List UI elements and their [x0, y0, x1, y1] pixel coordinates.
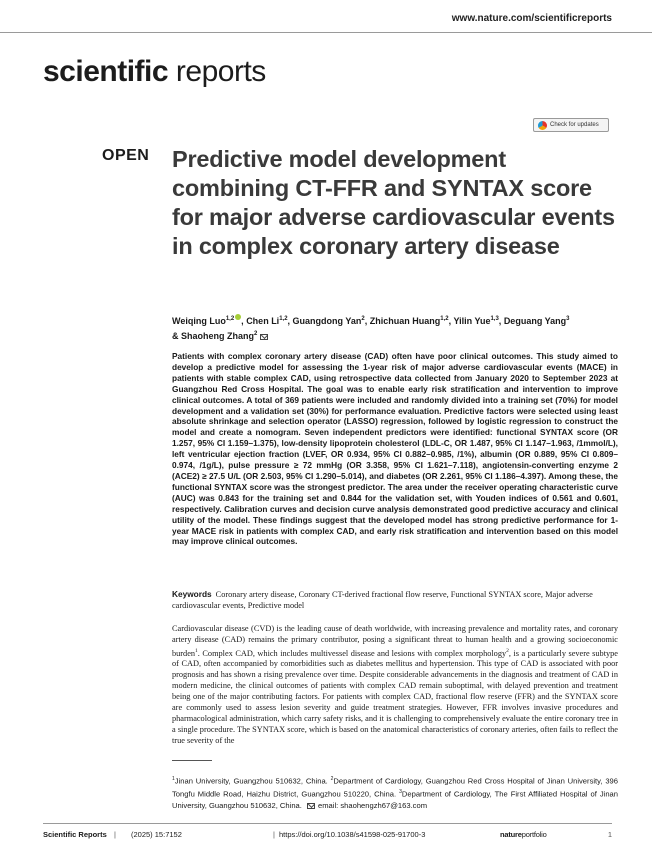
- footer-separator: |: [114, 830, 116, 839]
- logo-light-text: reports: [175, 55, 266, 88]
- orcid-icon[interactable]: [235, 314, 241, 320]
- body-text-segment: Cardiovascular disease (CVD) is the leading cause of death worldwide, with increasing prevalence and mortality rates, and coronary artery disease (CAD) remains the primary contributor, posing a significant threat to human health and a growing socioeconomic burden: [172, 624, 618, 658]
- footer-divider: [43, 823, 612, 824]
- affiliation-divider: [172, 760, 212, 761]
- keywords-text: Coronary artery disease, Coronary CT-derived fractional flow reserve, Functional SYNTAX score, Major adverse cardiovascular events, Predictive model: [172, 590, 593, 610]
- author-affiliation: 1,3: [490, 316, 499, 322]
- journal-url[interactable]: www.nature.com/scientificreports: [451, 13, 612, 24]
- affiliation-text: Department of Cardiology, Guangzhou Red Cross Hospital of Jinan University, 396 Tongfu Middle Road, Haizhu District, Guangzhou 510220, China.: [172, 776, 618, 799]
- crossmark-icon: [538, 121, 547, 130]
- abstract: Patients with complex coronary artery disease (CAD) often have poor clinical outcomes. This study aimed to develop a predictive model for assessing the 1-year risk of major adverse cardiovascular events (MACE) in patients with stable complex CAD, using retrospective data collected from January 2020 to September 2023 at Guangzhou Red Cross Hospital. The goal was to enable early risk stratification and intervention to improve clinical outcomes. A total of 369 patients were included and randomly divided into a training set (70%) for model development and a validation set (30%) for performance evaluation. Predictive factors were selected using least absolute shrinkage and selection operator (LASSO) regression, followed by logistic regression to construct the model and create a nomogram. Seven independent predictors were identified: functional SYNTAX score (OR 1.257, 95% CI 1.159–1.375), low-density lipoprotein cholesterol (LDL-C, OR 1.487, 95% CI 1.147–1.963, /1mmol/L), left ventricular ejection fraction (LVEF, OR 0.934, 95% CI 0.882–0.985, /1%), albumin (OR 0.889, 95% CI 0.809–0.974, /1g/L), pulse pressure ≥ 72 mmHg (OR 3.358, 95% CI 1.621–7.118), angiotensin-converting enzyme 2 (ACE2) ≥ 27.5 U/L (OR 2.503, 95% CI 1.290–5.014), and diabetes (OR 2.261, 95% CI 1.186–4.397). Among these, the functional SYNTAX score was the strongest predictor. The area under the receiver operating characteristic curve (AUC) was 0.843 for the training set and 0.844 for the validation set, with Youden indices of 0.561 and 0.601, respectively. Calibration curves and decision curve analysis demonstrated good predictive accuracy and clinical utility of the model. These findings suggest that the developed model has strong predictive performance for 1-year MACE risk in patients with complex CAD, and early risk stratification and intervention based on this model may improve clinical outcomes.: [172, 351, 618, 547]
- citation-ref[interactable]: 1: [195, 647, 198, 654]
- journal-logo[interactable]: [43, 54, 266, 90]
- citation-ref[interactable]: 2: [506, 647, 509, 654]
- affiliation-number: 1: [172, 776, 175, 782]
- check-for-updates-button[interactable]: [533, 118, 609, 132]
- author-list: Weiqing Luo$^{1,2}$ , Chen Li$^{1,2}$, Guangdong Yan$^2$, Zhichuan Huang$^{1,2}$, Yilin Yue$^{1,3}$, Deguang Yang$^3$ & Shaoheng Zhang$^2$: [172, 316, 570, 341]
- article-title: Predictive model development combining CT-FFR and SYNTAX score for major adverse cardiovascular events in complex coronary artery disease: [172, 146, 615, 259]
- affiliation-text: Department of Cardiology, The First Affiliated Hospital of Jinan University, Guangzhou 510632, China.: [172, 789, 618, 810]
- body-text-segment: . Complex CAD, which includes multivessel disease and lesions with complex morphology: [197, 648, 507, 658]
- author-affiliation: 3: [566, 316, 570, 322]
- body-text-segment: , is a particularly severe subtype of CAD, often accompanied by comorbidities such as diabetes mellitus and hypertension. This type of CAD is associated with poor prognosis and has shown a rising prevalence over time. Despite considerable advancements in the diagnosis and treatment of CAD in modern medicine, the clinical outcomes of patients with complex CAD remain suboptimal, with delayed prevention and treatment being one of the major contributing factors. For patients with complex CAD, fractional flow reserve (FFR) and the SYNTAX score are commonly used to assess lesion severity and guide treatment strategies. However, FFR involves invasive procedures and pharmacological administration, which carry safety risks, and it is challenging to comprehensively evaluate the entire coronary tree in a single procedure. The SYNTAX score, which is based on the anatomical characteristics of coronary arteries, often fails to reflect the true severity of the: [172, 648, 618, 745]
- introduction-paragraph: [172, 624, 618, 747]
- email-icon[interactable]: [260, 334, 268, 340]
- email-icon: [307, 803, 315, 809]
- affiliation-text: Jinan University, Guangzhou 510632, China.: [174, 776, 331, 786]
- author-name[interactable]: Weiqing Luo: [172, 316, 226, 326]
- publisher-logo[interactable]: [500, 829, 547, 841]
- author-name[interactable]: Shaoheng Zhang: [181, 331, 254, 341]
- keywords-section: [172, 589, 618, 612]
- author-affiliation: 1,2: [440, 316, 449, 322]
- author-name[interactable]: Deguang Yang: [503, 316, 567, 326]
- open-access-label: OPEN: [102, 147, 150, 164]
- affiliation-number: 3: [399, 789, 402, 796]
- header-divider: [0, 32, 652, 33]
- page-footer: [43, 829, 612, 841]
- affiliation-number: 2: [330, 776, 334, 782]
- footer-journal-name: Scientific Reports: [43, 830, 107, 839]
- keywords-label: Keywords: [172, 589, 212, 599]
- check-for-updates-label: Check for updates: [550, 122, 599, 128]
- author-name[interactable]: Chen Li: [246, 316, 280, 326]
- author-affiliation: 1,2: [225, 316, 235, 322]
- author-name[interactable]: Guangdong Yan: [292, 316, 362, 326]
- author-name[interactable]: Zhichuan Huang: [369, 316, 441, 326]
- corresponding-email[interactable]: email: shaohengzh67@163.com: [318, 800, 428, 810]
- logo-bold-text: scientific: [43, 55, 169, 88]
- publisher-light: portfolio: [521, 830, 547, 839]
- footer-doi-link[interactable]: https://doi.org/10.1038/s41598-025-91700-3: [279, 830, 426, 839]
- footer-separator: |: [273, 830, 275, 839]
- author-name[interactable]: Yilin Yue: [453, 316, 491, 326]
- publisher-bold: nature: [500, 830, 522, 839]
- footer-volume: (2025) 15:7152: [131, 830, 182, 839]
- author-affiliation: 2: [361, 316, 365, 322]
- page-number: 1: [607, 830, 612, 839]
- author-affiliation: 1,2: [279, 316, 288, 322]
- affiliations: [172, 774, 618, 811]
- author-affiliation: 2: [254, 331, 258, 337]
